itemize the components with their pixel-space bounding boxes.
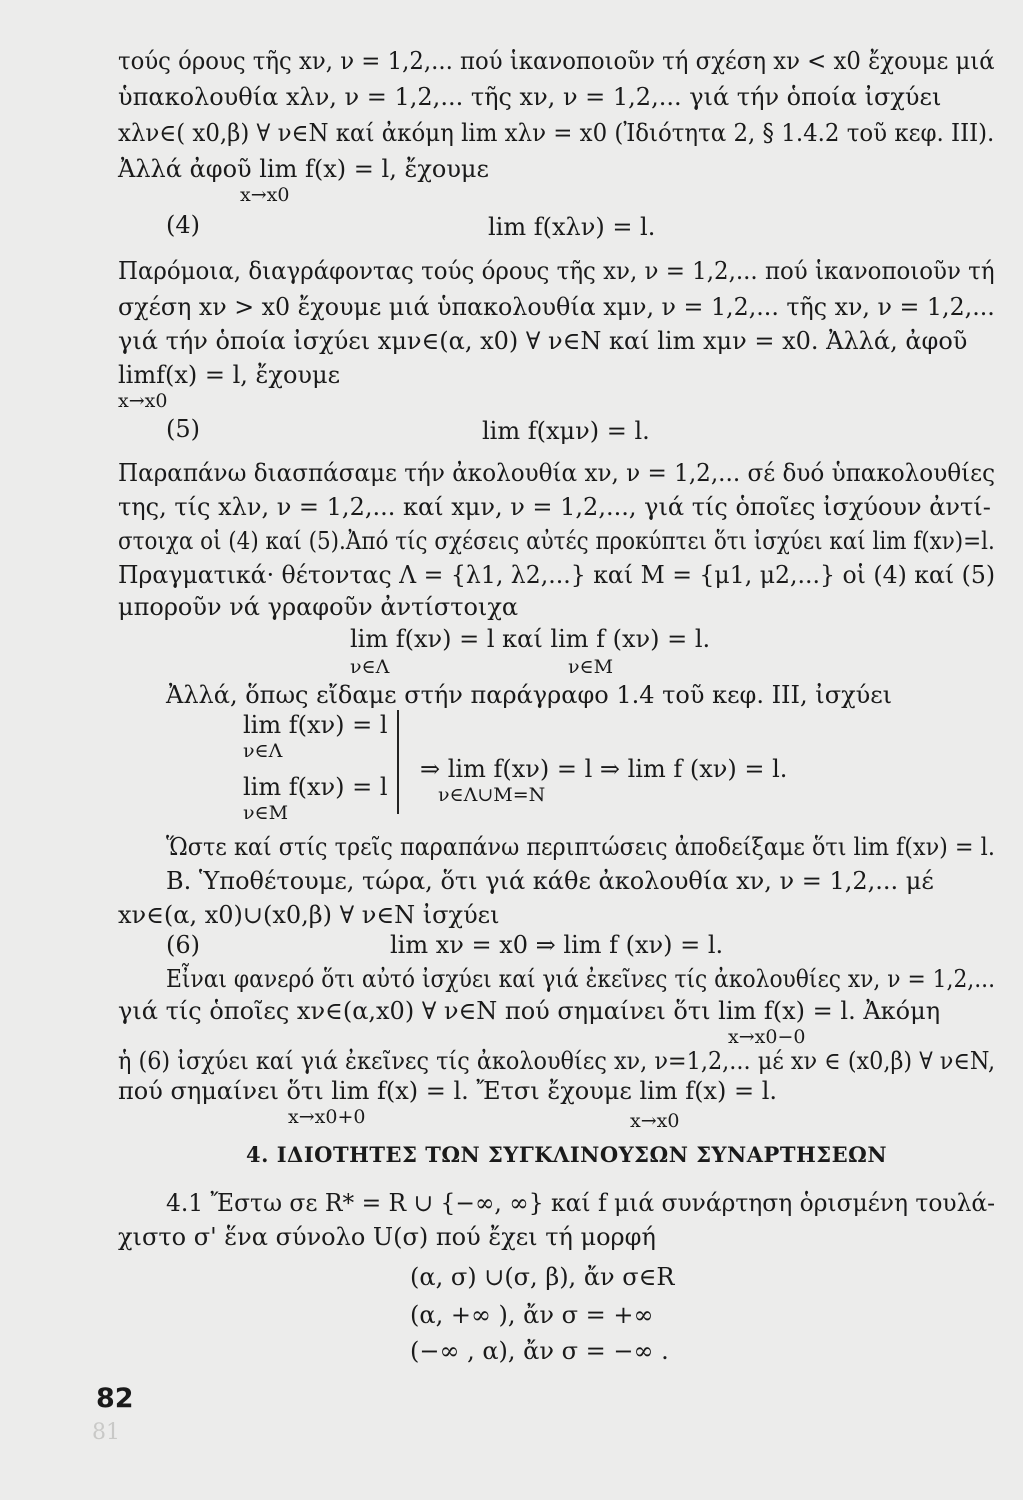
- limit-subscript: x→x0+0: [288, 1106, 366, 1128]
- text-line: Ἀλλά, ὅπως εἴδαμε στήν παράγραφο 1.4 τοῦ κεφ. III, ἰσχύει: [166, 681, 893, 709]
- limit-subscript: ν∈Μ: [568, 656, 614, 678]
- text-line: xλν∈( x0,β) ∀ ν∈N καί ἀκόμη lim xλν = x0 (Ἰδιότητα 2, § 1.4.2 τοῦ κεφ. III).: [118, 119, 995, 147]
- text-line: στοιχα οἱ (4) καί (5).Ἀπό τίς σχέσεις αὐτές προκύπτει ὅτι ἰσχύει καί lim f(xν)=l.: [118, 527, 995, 555]
- text-line: Ὥστε καί στίς τρεῖς παραπάνω περιπτώσεις ἀποδείξαμε ὅτι lim f(xν) = l.: [166, 833, 995, 861]
- text-line: πού σημαίνει ὅτι lim f(x) = l. Ἔτσι ἔχουμε lim f(x) = l.: [118, 1077, 778, 1105]
- equation: ⇒ lim f(xν) = l ⇒ lim f (xν) = l.: [420, 755, 788, 783]
- limit-subscript: x→x0: [630, 1110, 680, 1132]
- equation: (α, +∞ ), ἄν σ = +∞: [410, 1301, 654, 1329]
- text-line: ἡ (6) ἰσχύει καί γιά ἐκεῖνες τίς ἀκολουθίες xν, ν=1,2,... μέ xν ∈ (x0,β) ∀ ν∈N,: [118, 1047, 996, 1075]
- limit-subscript: x→x0−0: [728, 1026, 806, 1048]
- text-line: χιστο σ' ἕνα σύνολο U(σ) πού ἔχει τή μορφή: [118, 1223, 656, 1251]
- text-line: Παραπάνω διασπάσαμε τήν ἀκολουθία xν, ν = 1,2,... σέ δυό ὑπακολουθίες: [118, 459, 996, 487]
- equation-label: (5): [166, 415, 200, 443]
- limit-subscript: ν∈Μ: [243, 802, 289, 824]
- limit-subscript: ν∈Λ: [243, 740, 283, 762]
- limit-subscript: x→x0: [240, 184, 290, 206]
- text-line: Παρόμοια, διαγράφοντας τούς όρους τῆς xν, ν = 1,2,... πού ἱκανοποιοῦν τή: [118, 257, 995, 285]
- text-line: της, τίς xλν, ν = 1,2,... καί xμν, ν = 1,2,..., γιά τίς ὁποῖες ἰσχύουν ἀντί-: [118, 493, 991, 521]
- equation-label: (6): [166, 931, 200, 959]
- text-line: μποροῦν νά γραφοῦν ἀντίστοιχα: [118, 593, 519, 621]
- text-line: ὑπακολουθία xλν, ν = 1,2,... τῆς xν, ν = 1,2,... γιά τήν ὁποία ἰσχύει: [118, 83, 942, 111]
- equation: lim xν = x0 ⇒ lim f (xν) = l.: [390, 931, 724, 959]
- text-line: xν∈(α, x0)∪(x0,β) ∀ ν∈N ἰσχύει: [118, 901, 500, 929]
- text-line: limf(x) = l, ἔχουμε: [118, 361, 341, 389]
- text-line: Πραγματικά· θέτοντας Λ = {λ1, λ2,...} καί Μ = {μ1, μ2,...} οἱ (4) καί (5): [118, 561, 996, 589]
- text-line: Εἶναι φανερό ὅτι αὐτό ἰσχύει καί γιά ἐκεῖνες τίς ἀκολουθίες xν, ν = 1,2,...: [166, 965, 996, 993]
- equation: lim f(xμν) = l.: [482, 417, 650, 445]
- text-line: σχέση xν > x0 ἔχουμε μιά ὑπακολουθία xμν, ν = 1,2,... τῆς xν, ν = 1,2,...: [118, 293, 995, 321]
- text-line: Ἀλλά ἀφοῦ lim f(x) = l, ἔχουμε: [118, 155, 489, 183]
- limit-subscript: ν∈Λ: [350, 656, 390, 678]
- limit-subscript: ν∈Λ∪Μ=N: [438, 784, 546, 806]
- text-line: Β. Ὑποθέτουμε, τώρα, ὅτι γιά κάθε ἀκολουθία xν, ν = 1,2,... μέ: [166, 867, 934, 895]
- text-line: τούς όρους τῆς xν, ν = 1,2,... πού ἱκανοποιοῦν τή σχέση xν < x0 ἔχουμε μιά: [118, 47, 995, 75]
- equation: lim f(xλν) = l.: [488, 213, 656, 241]
- equation: (α, σ) ∪(σ, β), ἄν σ∈R: [410, 1263, 675, 1291]
- page-number: 82: [96, 1383, 134, 1414]
- section-heading: 4. ΙΔΙΟΤΗΤΕΣ ΤΩΝ ΣΥΓΚΛΙΝΟΥΣΩΝ ΣΥΝΑΡΤΗΣΕΩΝ: [246, 1142, 888, 1167]
- equation: lim f(xν) = l καί lim f (xν) = l.: [350, 625, 711, 653]
- text-line: γιά τήν ὁποία ἰσχύει xμν∈(α, x0) ∀ ν∈N καί lim xμν = x0. Ἀλλά, ἀφοῦ: [118, 327, 968, 355]
- equation: (−∞ , α), ἄν σ = −∞ .: [410, 1337, 669, 1365]
- limit-subscript: x→x0: [118, 390, 168, 412]
- text-line: 4.1 Ἔστω σε R* = R ∪ {−∞, ∞} καί f μιά συνάρτηση ὁρισμένη τουλά-: [166, 1189, 996, 1217]
- brace: [397, 710, 403, 814]
- text-line: γιά τίς ὁποῖες xν∈(α,x0) ∀ ν∈N πού σημαίνει ὅτι lim f(x) = l. Ἀκόμη: [118, 997, 941, 1025]
- equation: lim f(xν) = l: [243, 773, 388, 801]
- bleed-through-page-number: 81: [92, 1420, 120, 1445]
- equation: lim f(xν) = l: [243, 711, 388, 739]
- equation-label: (4): [166, 211, 200, 239]
